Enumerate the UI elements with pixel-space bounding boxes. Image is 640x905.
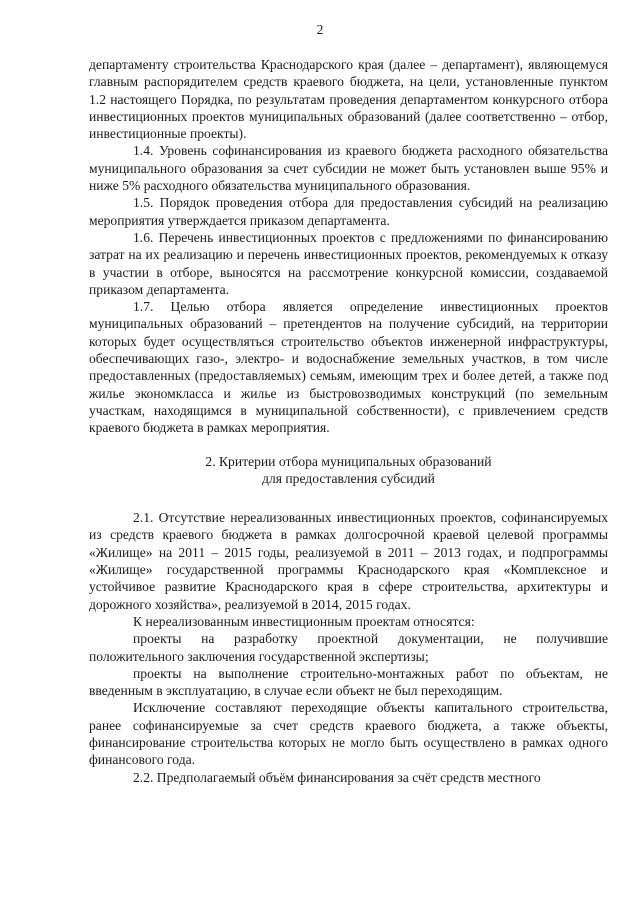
paragraph-1-4: 1.4. Уровень софинансирования из краевого бюджета расходного обязательства муниципального образования за счет субсидии не может быть установлен выше 95% и ниже 5% расходного обязательства муниципального образования. (89, 143, 608, 194)
paragraph-2-2: 2.2. Предполагаемый объём финансирования за счёт средств местного (133, 769, 541, 785)
paragraph-unrealized-intro: К нереализованным инвестиционным проектам относятся: (133, 613, 475, 629)
paragraph-unrealized-design: проекты на разработку проектной документации, не получившие положительного заключения государственной экспертизы; (89, 631, 608, 664)
section-heading (89, 453, 608, 488)
paragraph-2-1: 2.1. Отсутствие нереализованных инвестиционных проектов, софинансируемых из средств краевого бюджета в рамках долгосрочной краевой целевой программы «Жилище» на 2011 – 2015 годы, реализуемой в 2011 – 2013 годах, и подпрограммы «Жилище» государственной программы Краснодарского края «Комплексное и устойчивое развитие Краснодарского края в сфере строительства, архитектуры и дорожного хозяйства», реализуемой в 2014, 2015 годах. (89, 510, 608, 612)
paragraph-exception: Исключение составляют переходящие объекты капитального строительства, ранее софинансируемые за счет средств краевого бюджета, а также объекты, финансирование строительства которых не могло быть осуществлено в рамках одного финансового года. (89, 700, 608, 768)
section-heading-line-1: 2. Критерии отбора муниципальных образований (205, 453, 492, 469)
paragraph-continuation: департаменту строительства Краснодарского края (далее – департамент), являющемуся главным распорядителем средств краевого бюджета, на цели, установленные пунктом 1.2 настоящего Порядка, по результатам проведения департаментом конкурсного отбора инвестиционных проектов муниципальных образований (далее соответственно – отбор, инвестиционные проекты). (89, 57, 608, 142)
paragraph-1-5: 1.5. Порядок проведения отбора для предоставления субсидий на реализацию мероприятия утверждается приказом департамента. (89, 195, 608, 228)
paragraph-1-7: 1.7. Целью отбора является определение инвестиционных проектов муниципальных образований – претендентов на получение субсидий, на территории которых будет осуществляться строительство объектов инженерной инфраструктуры, обеспечивающих газо-, электро- и водоснабжение земельных участков, в том числе предоставленных (предоставляемых) семьям, имеющим трех и более детей, а также под жилье экономкласса и жилье из быстровозводимых конструкций (по земельным участкам, находящимся в муниципальной собственности), с привлечением средств краевого бюджета в рамках мероприятия. (89, 299, 608, 436)
paragraph-unrealized-construction: проекты на выполнение строительно-монтажных работ по объектам, не введенным в эксплуатацию, в случае если объект не был переходящим. (89, 665, 608, 699)
document-body (89, 56, 608, 786)
section-heading-line-2: для предоставления субсидий (262, 470, 435, 486)
page-number: 2 (316, 22, 324, 37)
paragraph-1-6: 1.6. Перечень инвестиционных проектов с предложениями по финансированию затрат на их реализацию и перечень инвестиционных проектов, рекомендуемых к отказу в участии в отборе, выносятся на рассмотрение конкурсной комиссии, создаваемой приказом департамента. (89, 229, 608, 297)
